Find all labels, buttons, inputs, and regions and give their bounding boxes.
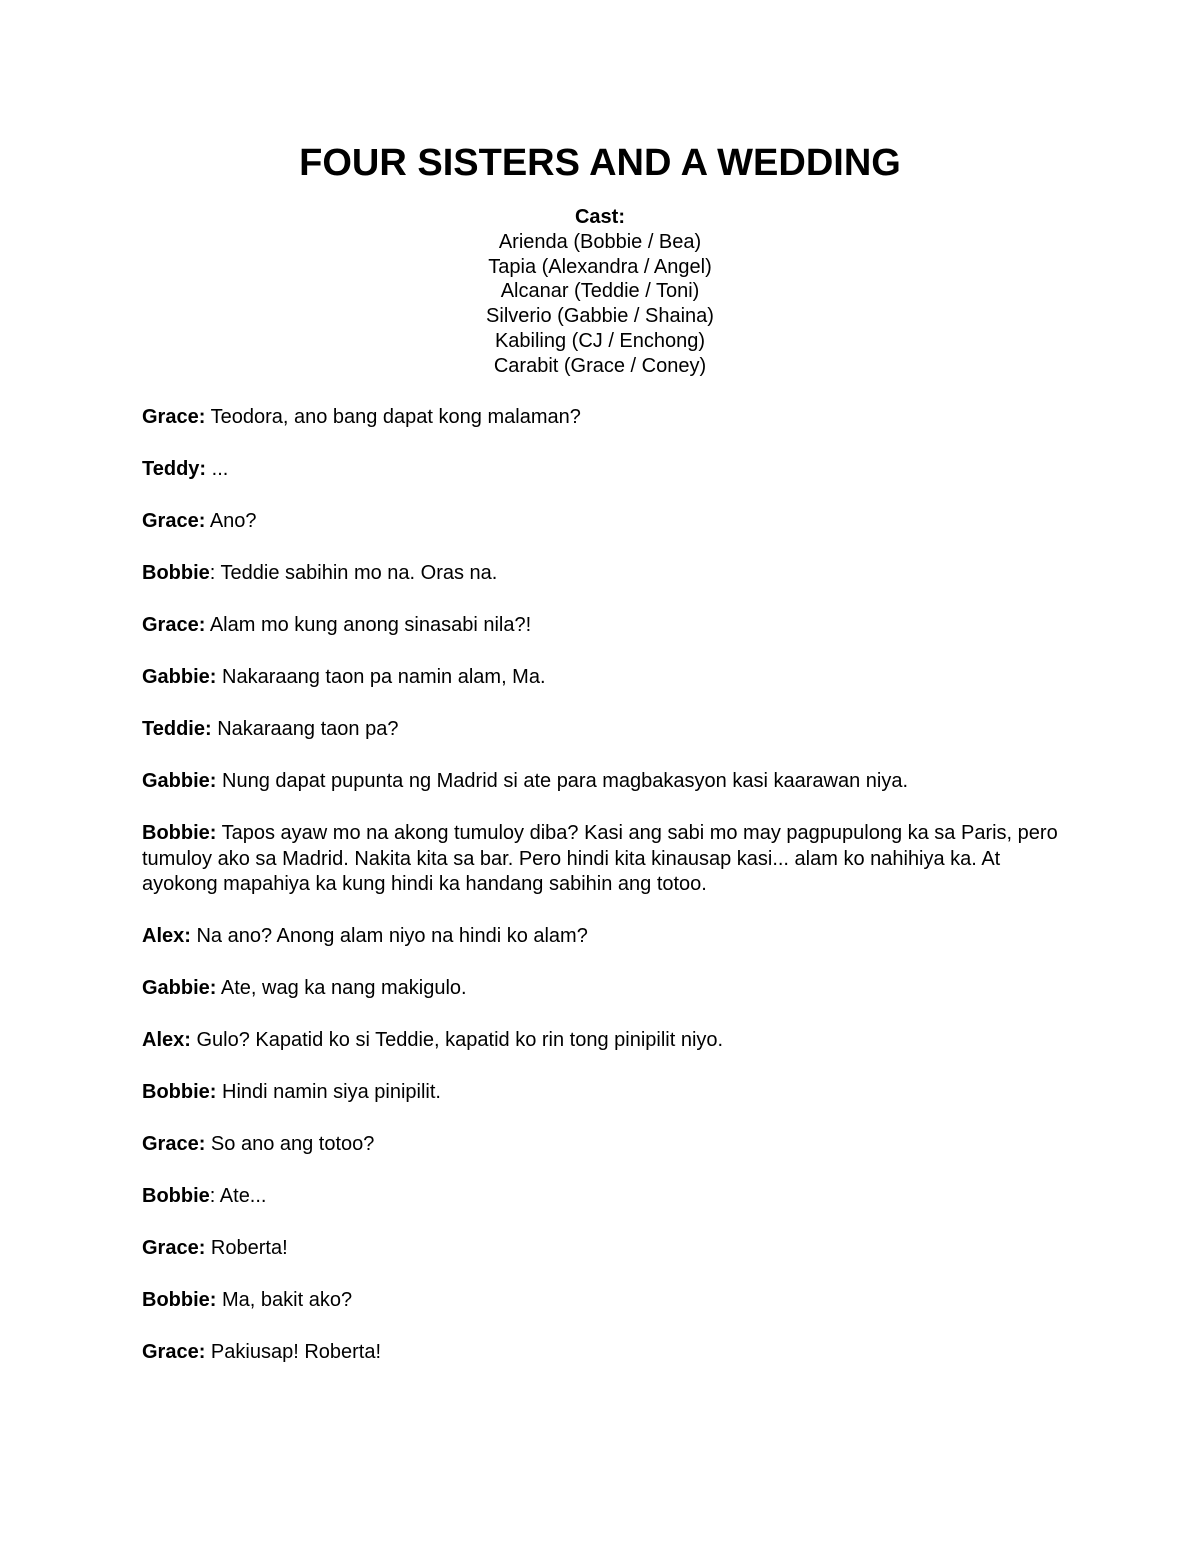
speaker-name: Bobbie: bbox=[142, 821, 217, 844]
dialogue-text: Hindi namin siya pinipilit. bbox=[216, 1081, 441, 1104]
speaker-name: Grace: bbox=[142, 1237, 206, 1260]
dialogue-text: Ano? bbox=[205, 509, 257, 532]
speaker-name: Bobbie bbox=[142, 1185, 210, 1208]
cast-member: Silverio (Gabbie / Shaina) bbox=[486, 305, 714, 328]
dialogue-line bbox=[142, 665, 1062, 691]
speaker-name: Alex: bbox=[142, 925, 191, 948]
dialogue-text: Pakiusap! Roberta! bbox=[205, 1341, 382, 1364]
dialogue-text: Alam mo kung anong sinasabi nila?! bbox=[205, 613, 532, 636]
cast-member: Tapia (Alexandra / Angel) bbox=[488, 255, 712, 278]
speaker-name: Gabbie: bbox=[142, 665, 217, 688]
cast-member: Kabiling (CJ / Enchong) bbox=[494, 329, 706, 352]
speaker-name: Grace: bbox=[142, 509, 206, 532]
dialogue-line bbox=[142, 1340, 1062, 1366]
dialogue-line bbox=[142, 405, 1062, 431]
speaker-name: Alex: bbox=[142, 1029, 191, 1052]
speaker-name: Gabbie: bbox=[142, 769, 217, 792]
dialogue-line bbox=[142, 1288, 1062, 1314]
dialogue-text: Nakaraang taon pa namin alam, Ma. bbox=[216, 665, 546, 688]
dialogue-text: So ano ang totoo? bbox=[205, 1133, 375, 1156]
dialogue-line bbox=[142, 769, 1062, 795]
dialogue-line bbox=[142, 1132, 1062, 1158]
cast-member: Alcanar (Teddie / Toni) bbox=[500, 280, 700, 303]
dialogue-text: Roberta! bbox=[205, 1237, 288, 1260]
speaker-name: Bobbie: bbox=[142, 1289, 217, 1312]
speaker-name: Bobbie bbox=[142, 561, 210, 584]
dialogue-text: Tapos ayaw mo na akong tumuloy diba? Kasi ang sabi mo may pagpupulong ka sa Paris, pero tumuloy ako sa Madrid. Nakita kita sa bar. Pero hindi kita kinausap kasi... alam ko nahihiya ka. At ayokong mapahiya ka kung hindi ka handang sabihin ang totoo. bbox=[142, 821, 1058, 896]
dialogue-text: ... bbox=[206, 457, 229, 480]
dialogue-text: Nung dapat pupunta ng Madrid si ate para magbakasyon kasi kaarawan niya. bbox=[216, 769, 908, 792]
cast-list bbox=[0, 205, 1200, 379]
dialogue-line bbox=[142, 1236, 1062, 1262]
speaker-name: Grace: bbox=[142, 613, 206, 636]
page-title: FOUR SISTERS AND A WEDDING bbox=[299, 142, 901, 184]
dialogue-line bbox=[142, 457, 1062, 483]
speaker-name: Grace: bbox=[142, 1341, 206, 1364]
dialogue-line bbox=[142, 976, 1062, 1002]
speaker-name: Grace: bbox=[142, 1133, 206, 1156]
speaker-name: Teddie: bbox=[142, 717, 212, 740]
dialogue-line bbox=[142, 1028, 1062, 1054]
dialogue-line bbox=[142, 717, 1062, 743]
dialogue-text: Ate, wag ka nang makigulo. bbox=[216, 977, 467, 1000]
cast-member: Carabit (Grace / Coney) bbox=[493, 354, 707, 377]
dialogue-line bbox=[142, 613, 1062, 639]
dialogue-text: Gulo? Kapatid ko si Teddie, kapatid ko rin tong pinipilit niyo. bbox=[190, 1029, 724, 1052]
speaker-name: Grace: bbox=[142, 406, 206, 428]
dialogue-text: : Ate... bbox=[209, 1185, 267, 1208]
dialogue-line bbox=[142, 924, 1062, 950]
dialogue-line bbox=[142, 509, 1062, 535]
dialogue-line bbox=[142, 821, 1062, 898]
speaker-name: Teddy: bbox=[142, 457, 207, 480]
dialogue-text: Teodora, ano bang dapat kong malaman? bbox=[205, 406, 581, 428]
dialogue-line bbox=[142, 1184, 1062, 1210]
dialogue-block bbox=[142, 405, 1062, 1392]
cast-member: Arienda (Bobbie / Bea) bbox=[498, 230, 702, 253]
cast-heading: Cast: bbox=[574, 206, 625, 228]
dialogue-text: Ma, bakit ako? bbox=[216, 1289, 353, 1312]
dialogue-text: Na ano? Anong alam niyo na hindi ko alam? bbox=[190, 925, 588, 948]
speaker-name: Bobbie: bbox=[142, 1081, 217, 1104]
speaker-name: Gabbie: bbox=[142, 977, 217, 1000]
dialogue-line bbox=[142, 561, 1062, 587]
dialogue-text: : Teddie sabihin mo na. Oras na. bbox=[209, 561, 498, 584]
dialogue-text: Nakaraang taon pa? bbox=[211, 717, 399, 740]
dialogue-line bbox=[142, 1080, 1062, 1106]
